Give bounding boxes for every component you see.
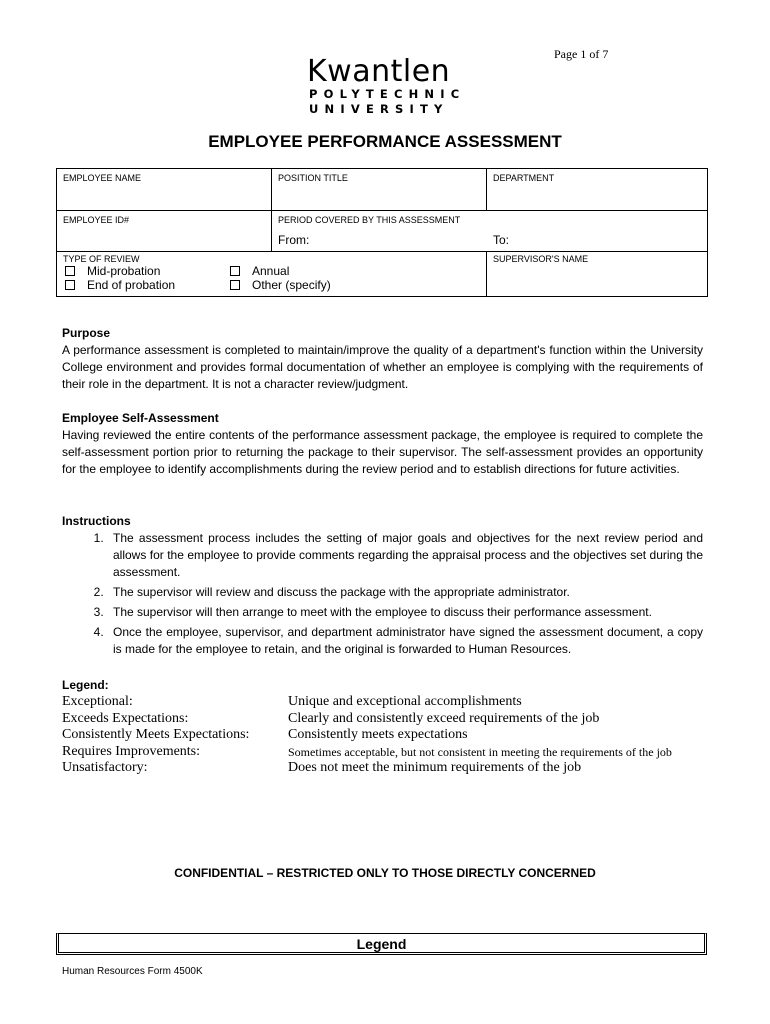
type-of-review-label: TYPE OF REVIEW [63,254,140,264]
period-covered-field[interactable] [272,211,708,252]
legend-definition: Consistently meets expectations [288,727,468,742]
legend-term: Unsatisfactory: [62,760,148,775]
instructions-section [62,513,703,661]
purpose-section [62,325,703,393]
legend-term: Exceptional: [62,694,133,709]
checkbox-icon[interactable] [230,280,240,290]
legend-definition: Does not meet the minimum requirements of the job [288,760,582,775]
instructions-heading: Instructions [62,514,131,528]
option-mid-probation[interactable] [63,264,228,278]
employee-name-field[interactable] [57,169,272,211]
legend-term: Consistently Meets Expectations: [62,727,250,742]
employee-id-label: EMPLOYEE ID# [63,215,130,225]
option-label: Other (specify) [252,278,331,292]
legend-term: Requires Improvements: [62,743,201,759]
to-label: To: [493,233,510,247]
checkbox-icon[interactable] [65,280,75,290]
form-number: Human Resources Form 4500K [62,966,203,977]
option-other[interactable] [228,278,393,292]
type-of-review-field [57,252,487,297]
self-assessment-heading: Employee Self-Assessment [62,411,219,425]
period-covered-label: PERIOD COVERED BY THIS ASSESSMENT [278,215,461,225]
option-end-of-probation[interactable] [63,278,228,292]
instructions-list [62,530,703,658]
option-annual[interactable] [228,264,393,278]
option-label: Mid-probation [87,264,161,278]
legend-definition: Clearly and consistently exceed requirements of the job [288,710,600,726]
purpose-text: A performance assessment is completed to maintain/improve the quality of a department's function within the University College environment and provides formal documentation of whether an employee is complying with the requirements of their role in the department. It is not a character review/judgment. [62,343,703,391]
legend-term: Exceeds Expectations: [62,710,189,726]
legend-row [62,744,712,761]
university-logo [307,54,467,117]
page-number: Page 1 of 7 [554,47,609,61]
list-item: 2. The supervisor will review and discuss the package with the appropriate administrator. [107,584,703,601]
employee-id-field[interactable] [57,211,272,252]
legend-row [62,760,712,777]
confidential-notice: CONFIDENTIAL – RESTRICTED ONLY TO THOSE DIRECTLY CONCERNED [174,866,596,880]
legend-definition: Unique and exceptional accomplishments [288,694,522,709]
logo-line-2: UNIVERSITY [309,102,449,116]
document-title: EMPLOYEE PERFORMANCE ASSESSMENT [208,132,562,151]
employee-name-label: EMPLOYEE NAME [63,173,142,183]
legend-section [62,677,712,777]
legend-row [62,711,712,728]
legend-bar: Legend [56,933,707,955]
legend-row [62,694,712,711]
self-assessment-text: Having reviewed the entire contents of the performance assessment package, the employee is required to complete the self-assessment portion prior to returning the package to their supervisor. The self-assessment provides an opportunity for the employee to identify accomplishments during the review period and to establish directions for future activities. [62,428,703,476]
position-title-label: POSITION TITLE [278,173,348,183]
option-label: End of probation [87,278,176,292]
department-label: DEPARTMENT [493,173,555,183]
list-item: 3. The supervisor will then arrange to meet with the employee to discuss their performance assessment. [107,604,703,621]
logo-line-1: POLYTECHNIC [309,87,466,101]
checkbox-icon[interactable] [230,266,240,276]
list-item: 4. Once the employee, supervisor, and department administrator have signed the assessment document, a copy is made for the employee to retain, and the original is forwarded to Human Resources. [107,624,703,658]
list-item: 1. The assessment process includes the setting of major goals and objectives for the next review period and allows for the employee to provide comments regarding the appraisal process and the objectives set during the assessment. [107,530,703,581]
self-assessment-section [62,410,703,478]
department-field[interactable] [487,169,708,211]
checkbox-icon[interactable] [65,266,75,276]
legend-row [62,727,712,744]
logo-name: Kwantlen [307,54,451,89]
employee-info-table [56,168,708,297]
purpose-heading: Purpose [62,326,111,340]
legend-definition: Sometimes acceptable, but not consistent in meeting the requirements of the job [288,744,672,759]
supervisor-name-field[interactable] [487,252,708,297]
position-title-field[interactable] [272,169,487,211]
supervisor-name-label: SUPERVISOR'S NAME [493,254,589,264]
option-label: Annual [252,264,290,278]
legend-heading: Legend: [62,678,109,692]
from-label: From: [278,233,310,247]
